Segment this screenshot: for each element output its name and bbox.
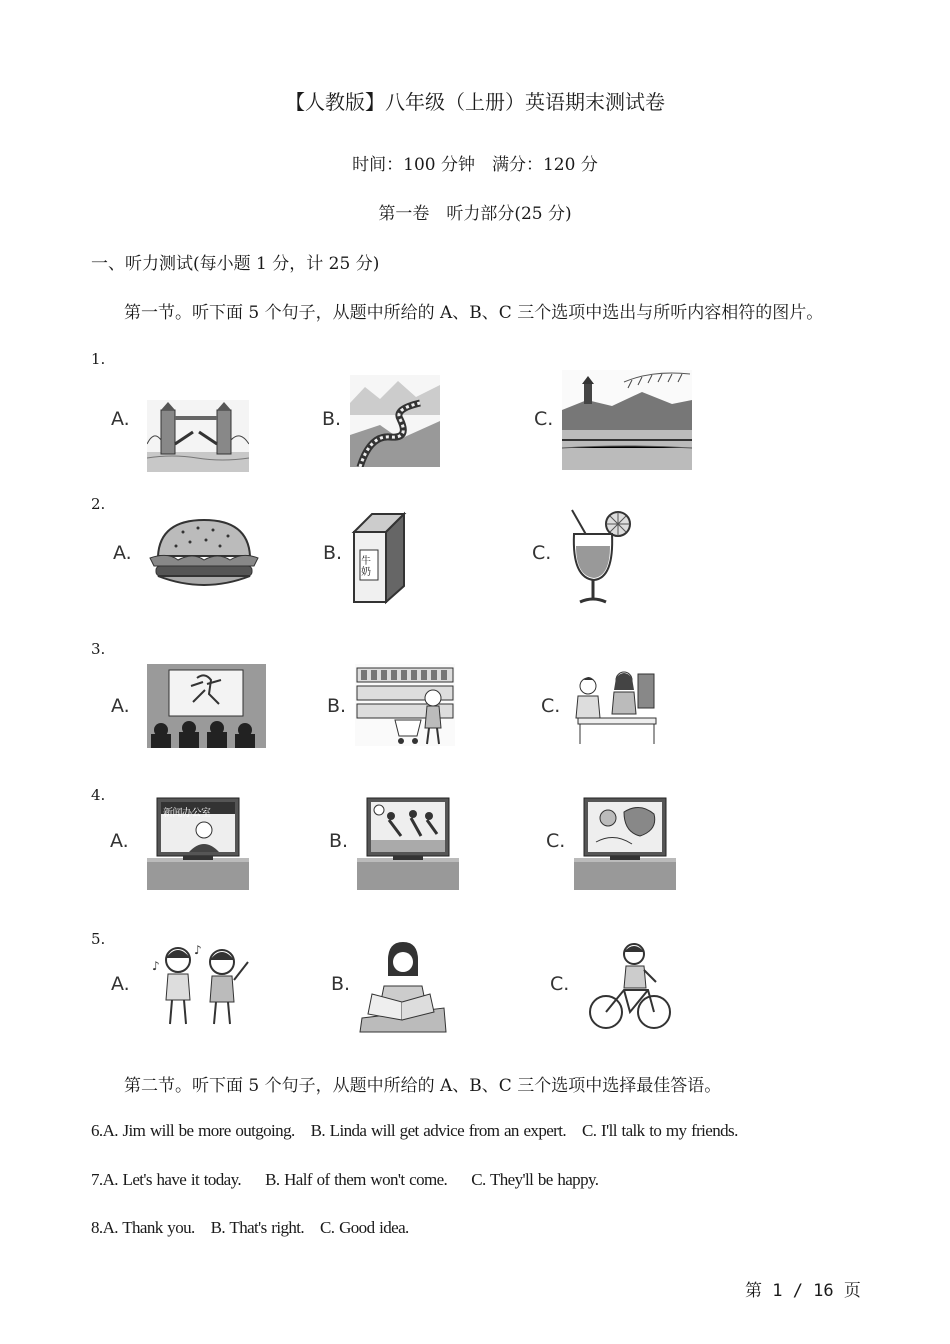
part1-instruction: 第一节。听下面 5 个句子，从题中所给的 A、B、C 三个选项中选出与所听内容相符的图片。 <box>124 303 824 323</box>
juice-glass-image <box>568 508 633 606</box>
volume-heading: 第一卷 听力部分(25 分) <box>378 204 572 224</box>
option-a: A. Jim will be more outgoing. <box>102 1121 295 1140</box>
option-label: A. <box>110 830 129 852</box>
west-lake-image <box>562 370 692 470</box>
question-7 <box>91 1170 614 1190</box>
question-number: 7. <box>91 1170 103 1189</box>
question-number: 2. <box>91 495 106 513</box>
tv-cartoon-image <box>574 796 676 890</box>
svg-text:♪: ♪ <box>152 959 160 973</box>
option-label: A. <box>111 408 130 430</box>
girl-reading-image <box>358 936 448 1034</box>
option-label: B. <box>327 695 347 717</box>
option-label: B. <box>323 542 343 564</box>
option-label: C. <box>534 408 554 430</box>
question-number: 6. <box>91 1121 103 1140</box>
option-label: C. <box>532 542 552 564</box>
option-label: B. <box>331 973 351 995</box>
option-label: A. <box>111 973 130 995</box>
question-number: 4. <box>91 786 106 804</box>
great-wall-image <box>350 375 440 467</box>
girls-singing-image <box>150 940 254 1028</box>
page-title: 【人教版】八年级（上册）英语期末测试卷 <box>285 90 665 114</box>
option-label: B. <box>322 408 342 430</box>
option-label: A. <box>113 542 132 564</box>
tv-sports-image <box>357 796 459 890</box>
question-number: 3. <box>91 640 106 658</box>
question-number: 8. <box>91 1218 103 1237</box>
part2-instruction: 第二节。听下面 5 个句子，从题中所给的 A、B、C 三个选项中选择最佳答语。 <box>124 1076 722 1096</box>
option-label: C. <box>546 830 566 852</box>
question-6 <box>91 1121 754 1141</box>
question-number: 5. <box>91 930 106 948</box>
option-a: A. Let's have it today. <box>102 1170 242 1189</box>
question-number: 1. <box>91 350 106 368</box>
option-c: C. They'll be happy. <box>471 1170 599 1189</box>
option-a: A. Thank you. <box>102 1218 195 1237</box>
option-label: B. <box>329 830 349 852</box>
cinema-image <box>147 664 266 748</box>
svg-text:♪: ♪ <box>194 943 202 957</box>
question-8 <box>91 1218 425 1238</box>
girl-bike-image <box>588 938 672 1032</box>
option-b: B. Linda will get advice from an expert. <box>310 1121 567 1140</box>
hamburger-image <box>148 518 260 593</box>
option-label: A. <box>111 695 130 717</box>
time-score-info: 时间：100 分钟 满分：120 分 <box>352 155 598 175</box>
option-label: C. <box>541 695 561 717</box>
option-c: C. Good idea. <box>320 1218 409 1237</box>
page-number: 第 1 / 16 页 <box>745 1281 861 1301</box>
tower-bridge-image <box>147 400 249 472</box>
clothing-store-image <box>574 668 658 744</box>
milk-carton-image <box>348 510 410 605</box>
option-b: B. That's right. <box>210 1218 305 1237</box>
milk-label: 牛奶 <box>361 556 371 578</box>
supermarket-image <box>355 664 455 746</box>
section-heading: 一、听力测试(每小题 1 分，计 25 分) <box>91 254 380 274</box>
option-b: B. Half of them won't come. <box>265 1170 448 1189</box>
news-label: 新闻办公室 <box>163 808 211 819</box>
option-label: C. <box>550 973 570 995</box>
option-c: C. I'll talk to my friends. <box>582 1121 738 1140</box>
